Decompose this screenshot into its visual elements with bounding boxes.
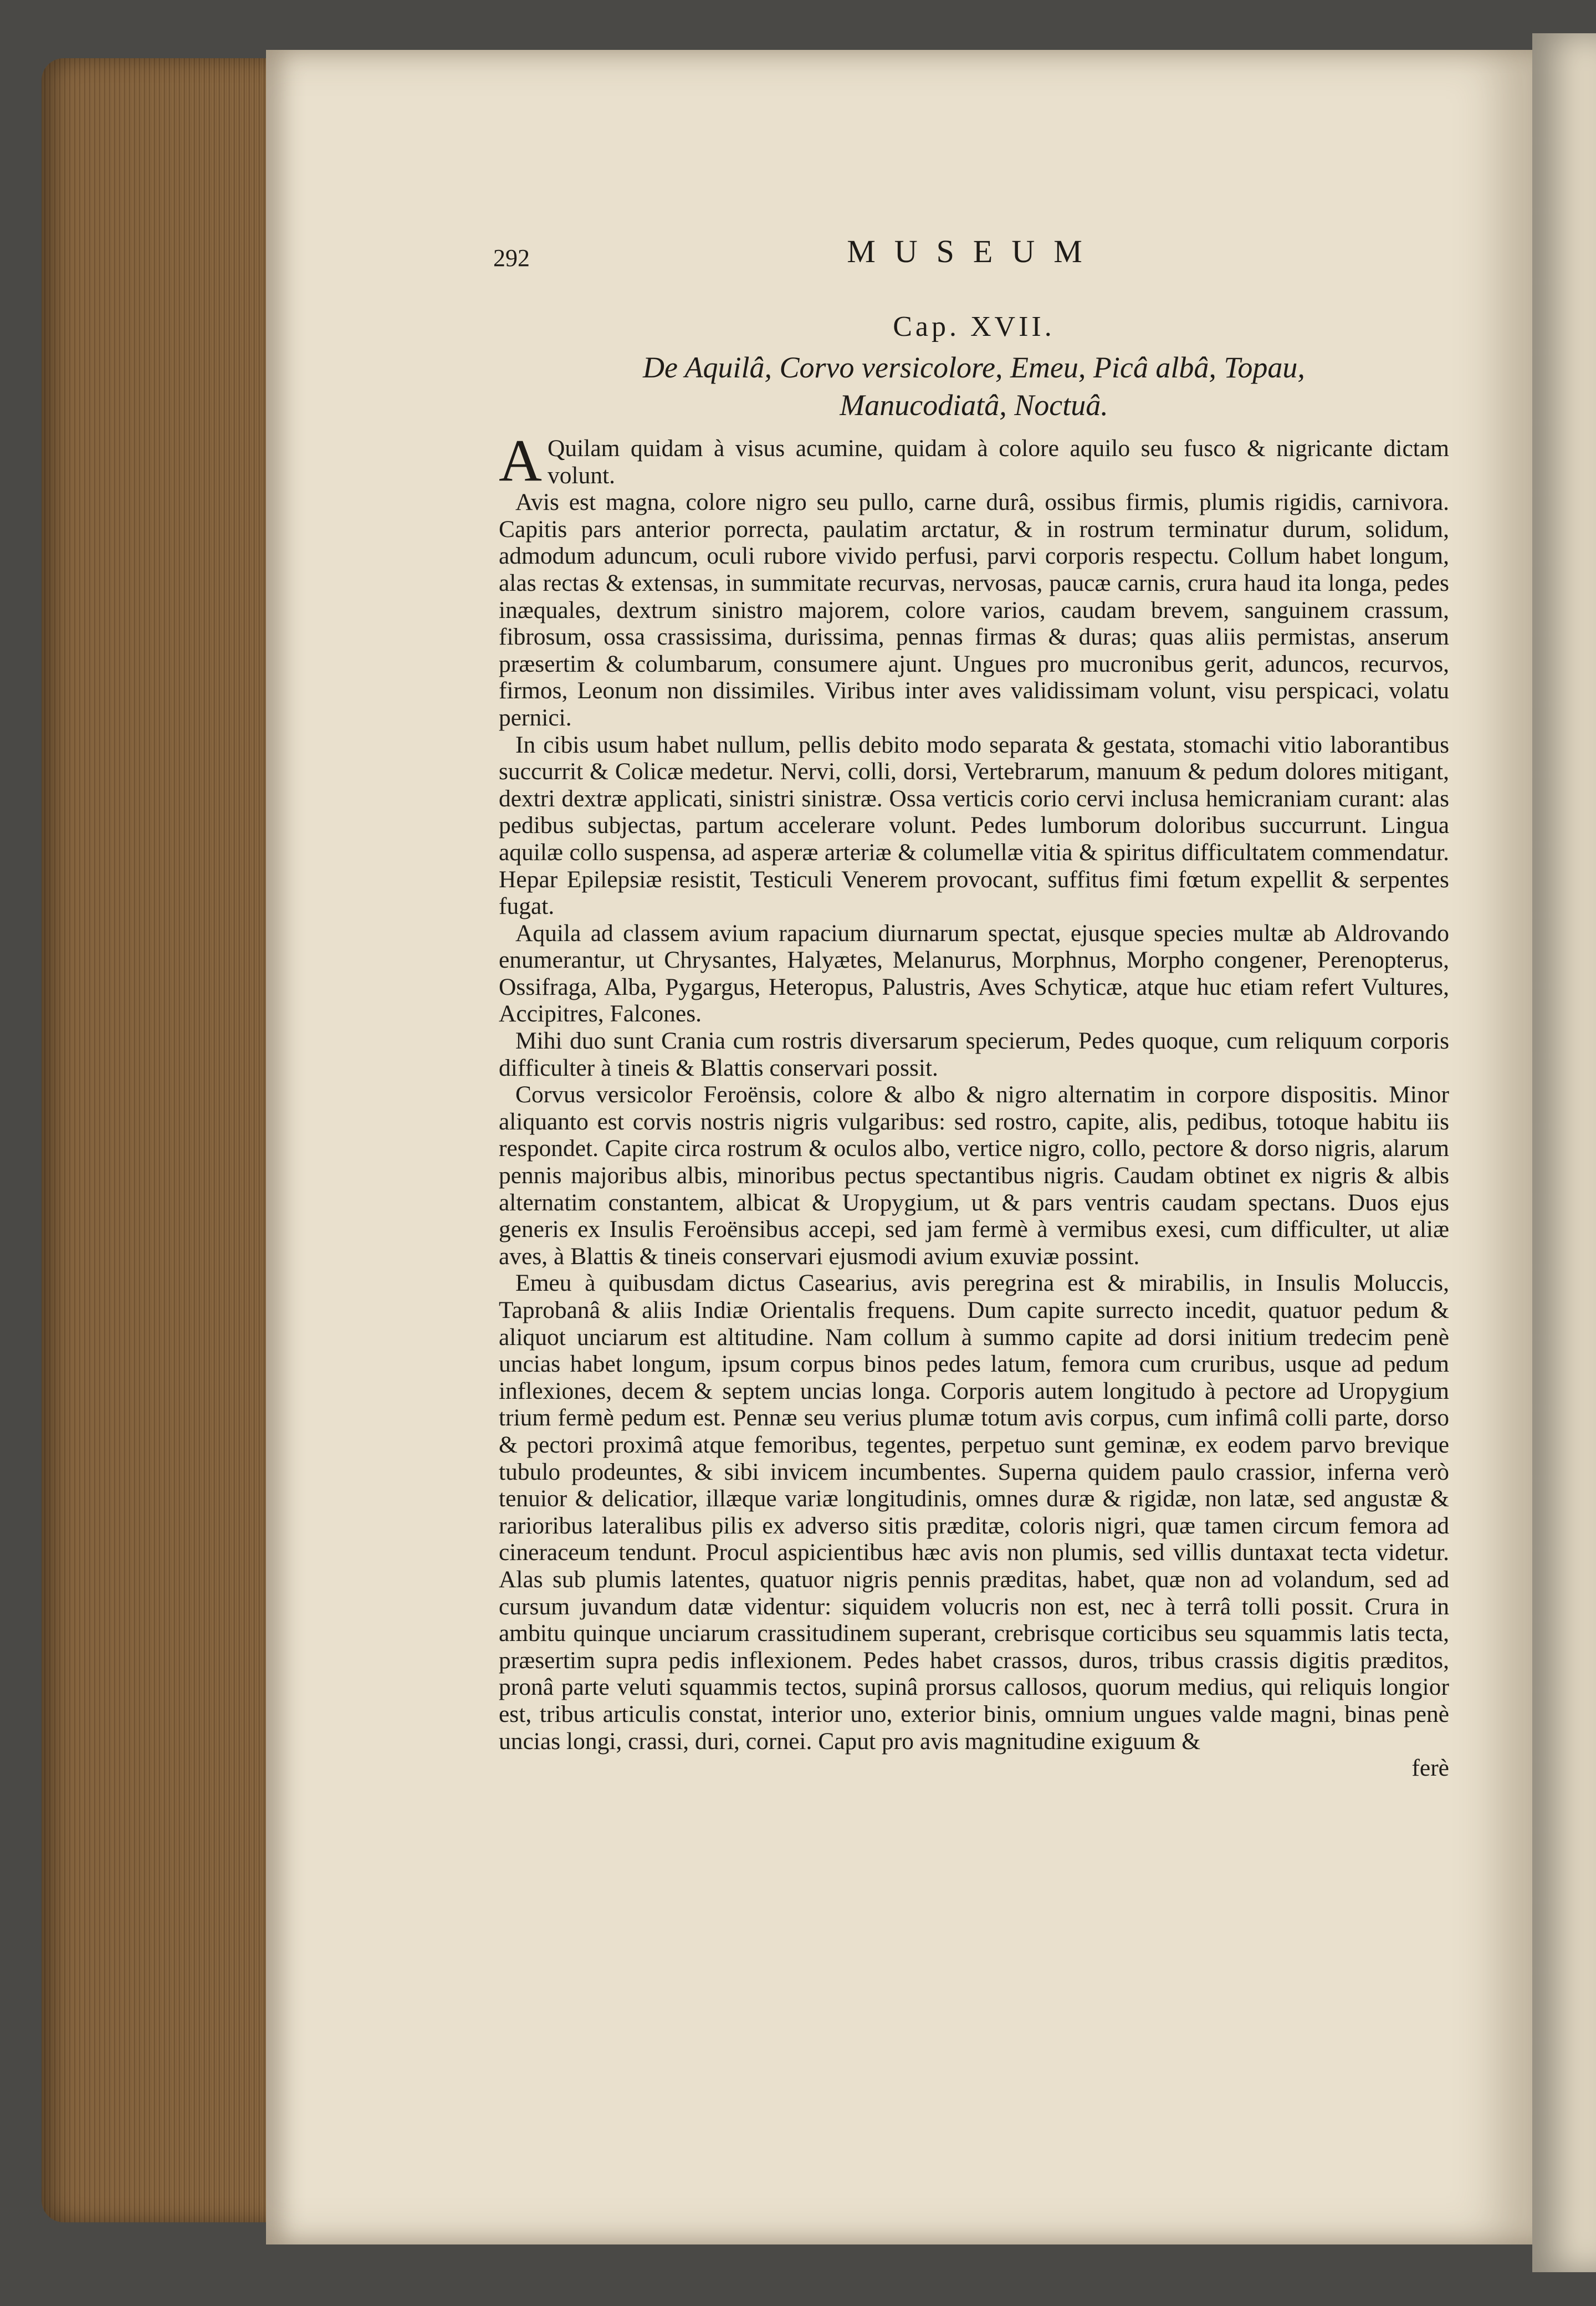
paragraph <box>499 428 1449 494</box>
body-text <box>499 428 1449 1782</box>
chapter-heading: Cap. XVII. <box>893 311 1055 342</box>
paragraph: Emeu à quibusdam dictus Casearius, avis peregrina est & mirabilis, in Insulis Moluccis, Taprobanâ & aliis Indiæ Orientalis frequens. Dum capite surrecto incedit, quatuor pedum & aliquot unciarum est altitudine. Nam collum à summo capite ad dorsi initium tredecim penè uncias habet longum, ipsum corpus binos pedes latum, femora cum cruribus, usque ad pedum inflexiones, decem & septem uncias longa. Corporis autem longitudo à pectore ad Uropygium trium fermè pedum est. Pennæ seu verius plumæ totum avis corpus, cum infimâ colli parte, dorso & pectori proximâ atque femoribus, tegentes, perpetuo sunt geminæ, ex eodem parvo brevique tubulo prodeuntes, & sibi invicem incumbentes. Superna quidem paulo crassior, inferna verò tenuior & delicatior, illæque variæ longitudinis, omnes duræ & rigidæ, non latæ, sed angustæ & rarioribus lateralibus pilis ex adverso sitis præditæ, coloris nigri, quæ tamen circum femora ad cineraceum tendunt. Procul aspicientibus hæc avis non plumis, sed villis duntaxat tecta videtur. Alas sub plumis latentes, quatuor nigris pennis præditas, habet, quæ non ad volandum, sed ad cursum juvandum datæ videntur: siquidem volucris non est, nec à terrâ tolli possit. Crura in ambitu quinque unciarum crassitudinem superant, crebrisque corticibus seu squammis latis tecta, præsertim supra pedis inflexionem. Pedes habet crassos, duros, tribus crassis digitis præditos, pronâ parte veluti squammis tectos, supinâ prorsus callosos, quorum medius, qui reliquis longior est, tribus articulis constat, interior uno, exterior binis, omnium ungues valde magni, binas penè uncias longi, crassi, duri, cornei. Caput pro avis magnitudine exiguum & <box>499 1270 1449 1755</box>
chapter-title-line-2: Manucodiatâ, Noctuâ. <box>840 388 1108 422</box>
paragraph: In cibis usum habet nullum, pellis debito modo separata & gestata, stomachi vitio laborantibus succurrit & Colicæ medetur. Nervi, colli, dorsi, Vertebrarum, manuum & pedum dolores mitigant, dextri dextræ applicati, sinistri sinistræ. Ossa verticis corio cervi inclusa hemicraniam curant: alas pedibus subjectas, partum accelerare volunt. Pedes lumborum doloribus succurrunt. Lingua aquilæ collo suspensa, ad asperæ arteriæ & columellæ vitia & spiritus difficultatem commendatur. Hepar Epilepsiæ resistit, Testiculi Venerem provocant, suffitus fimi fœtum expellit & serpentes fugat. <box>499 731 1449 920</box>
chapter-title-line-1: De Aquilâ, Corvo versicolore, Emeu, Picâ albâ, Topau, <box>643 351 1305 384</box>
paragraph: Aquila ad classem avium rapacium diurnarum spectat, ejusque species multæ ab Aldrovando enumerantur, ut Chrysantes, Halyætes, Melanurus, Morphnus, Morpho congener, Perenopterus, Ossifraga, Alba, Pygargus, Heteropus, Palustris, Aves Schyticæ, atque huc etiam refert Vultures, Accipitres, Falcones. <box>499 919 1449 1027</box>
chapter-title <box>499 349 1449 424</box>
catchword: ferè <box>1411 1755 1449 1782</box>
drop-cap: A <box>499 428 542 494</box>
page-text <box>493 233 1449 1782</box>
paragraph-text: Quilam quidam à visus acumine, quidam à colore aquilo seu fusco & nigricante dictam volunt. <box>548 435 1449 489</box>
page-header <box>493 233 1449 285</box>
paragraph: Corvus versicolor Feroënsis, colore & albo & nigro alternatim in corpore dispositis. Minor aliquanto est corvis nostris nigris vulgaribus: sed rostro, capite, alis, pedibus, totoque habitu iis respondet. Capite circa rostrum & oculos albo, vertice nigro, collo, pectore & dorso nigris, alarum pennis majoribus albis, minoribus pectus spectantibus nigris. Caudam obtinet ex nigris & albis alternatim constantem, albicat & Uropygium, ut & pars ventris caudam spectans. Duos ejus generis ex Insulis Feroënsibus accepi, sed jam fermè à vermibus exesi, cum difficulter, ut aliæ aves, à Blattis & tineis conservari ejusmodi avium exuviæ possint. <box>499 1081 1449 1270</box>
running-head: MUSEUM <box>847 233 1101 269</box>
paragraph: Avis est magna, colore nigro seu pullo, carne durâ, ossibus firmis, plumis rigidis, carnivora. Capitis pars anterior porrecta, paulatim arctatur, & in rostrum terminatur durum, solidum, admodum aduncum, oculi rubore vivido perfusi, parvi corporis respectu. Collum habet longum, alas rectas & extensas, in summitate recurvas, nervosas, paucæ carnis, crura haud ita longa, pedes inæquales, dextrum sinistro majorem, colore varios, caudam brevem, sanguinem crassum, fibrosum, ossa crassissima, durissima, pennas firmas & duras; quas aliis permistas, anserum præsertim & columbarum, consumere ajunt. Ungues pro mucronibus gerit, aduncos, recurvos, firmos, Leonum non dissimiles. Viribus inter aves validissimam volunt, visu perspicaci, volatu pernici. <box>499 489 1449 731</box>
page-edges <box>42 58 274 2222</box>
facing-page-edge <box>1532 33 1596 2272</box>
paragraph: Mihi duo sunt Crania cum rostris diversarum specierum, Pedes quoque, cum reliquum corporis difficulter à tineis & Blattis conservari possit. <box>499 1027 1449 1081</box>
page-number: 292 <box>493 244 530 272</box>
